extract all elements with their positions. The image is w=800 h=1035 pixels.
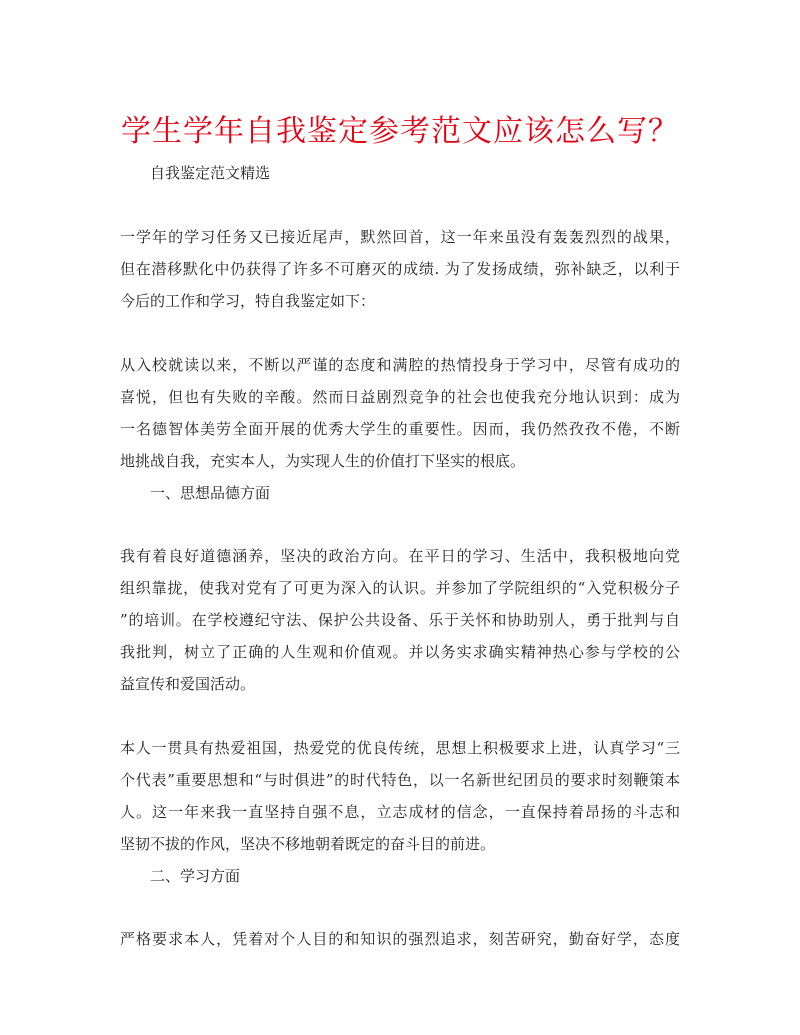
document-subtitle: 自我鉴定范文精选: [150, 164, 271, 182]
paragraph-line: ”的培训。在学校遵纪守法、保护公共设备、乐于关怀和协助别人，勇于批判与自: [120, 611, 680, 629]
paragraph-line: 今后的工作和学习，特自我鉴定如下：: [120, 292, 376, 310]
paragraph-line: 但在潜移默化中仍获得了许多不可磨灭的成绩. 为了发扬成绩，弥补缺乏，以利于: [120, 260, 680, 278]
paragraph-line: 个代表”重要思想和“与时俱进”的时代特色，以一名新世纪团员的要求时刻鞭策本: [120, 771, 680, 789]
paragraph-line: 从入校就读以来，不断以严谨的态度和满腔的热情投身于学习中，尽管有成功的: [120, 356, 680, 374]
paragraph-line: 一名德智体美劳全面开展的优秀大学生的重要性。因而，我仍然孜孜不倦，不断: [120, 420, 680, 438]
paragraph-line: 本人一贯具有热爱祖国，热爱党的优良传统，思想上积极要求上进，认真学习“三: [120, 739, 680, 757]
paragraph-line: 我批判，树立了正确的人生观和价值观。并以务实求确实精神热心参与学校的公: [120, 643, 680, 661]
document-title: 学生学年自我鉴定参考范文应该怎么写？: [121, 114, 679, 149]
paragraph-line: 地挑战自我，充实本人，为实现人生的价值打下坚实的根底。: [120, 452, 526, 470]
paragraph-line: 益宣传和爱国活动。: [120, 675, 256, 693]
paragraph-line: 坚韧不拔的作风，坚决不移地朝着既定的奋斗目的前进。: [120, 835, 496, 853]
paragraph-line: 人。这一年来我一直坚持自强不息，立志成材的信念，一直保持着昂扬的斗志和: [120, 803, 680, 821]
paragraph-line: 严格要求本人，凭着对个人目的和知识的强烈追求，刻苦研究，勤奋好学，态度: [120, 930, 680, 948]
paragraph-line: 喜悦，但也有失败的辛酸。然而日益剧烈竞争的社会也使我充分地认识到：成为: [120, 388, 680, 406]
paragraph-line: 一学年的学习任务又已接近尾声，默然回首，这一年来虽没有轰轰烈烈的战果，: [120, 228, 680, 246]
paragraph-line: 我有着良好道德涵养，坚决的政治方向。在平日的学习、生活中，我积极地向党: [120, 547, 680, 565]
paragraph-line: 组织靠拢，使我对党有了可更为深入的认识。并参加了学院组织的“入党积极分子: [120, 579, 680, 597]
section-heading-study: 二、学习方面: [150, 867, 241, 885]
section-heading-moral: 一、思想品德方面: [150, 484, 271, 502]
